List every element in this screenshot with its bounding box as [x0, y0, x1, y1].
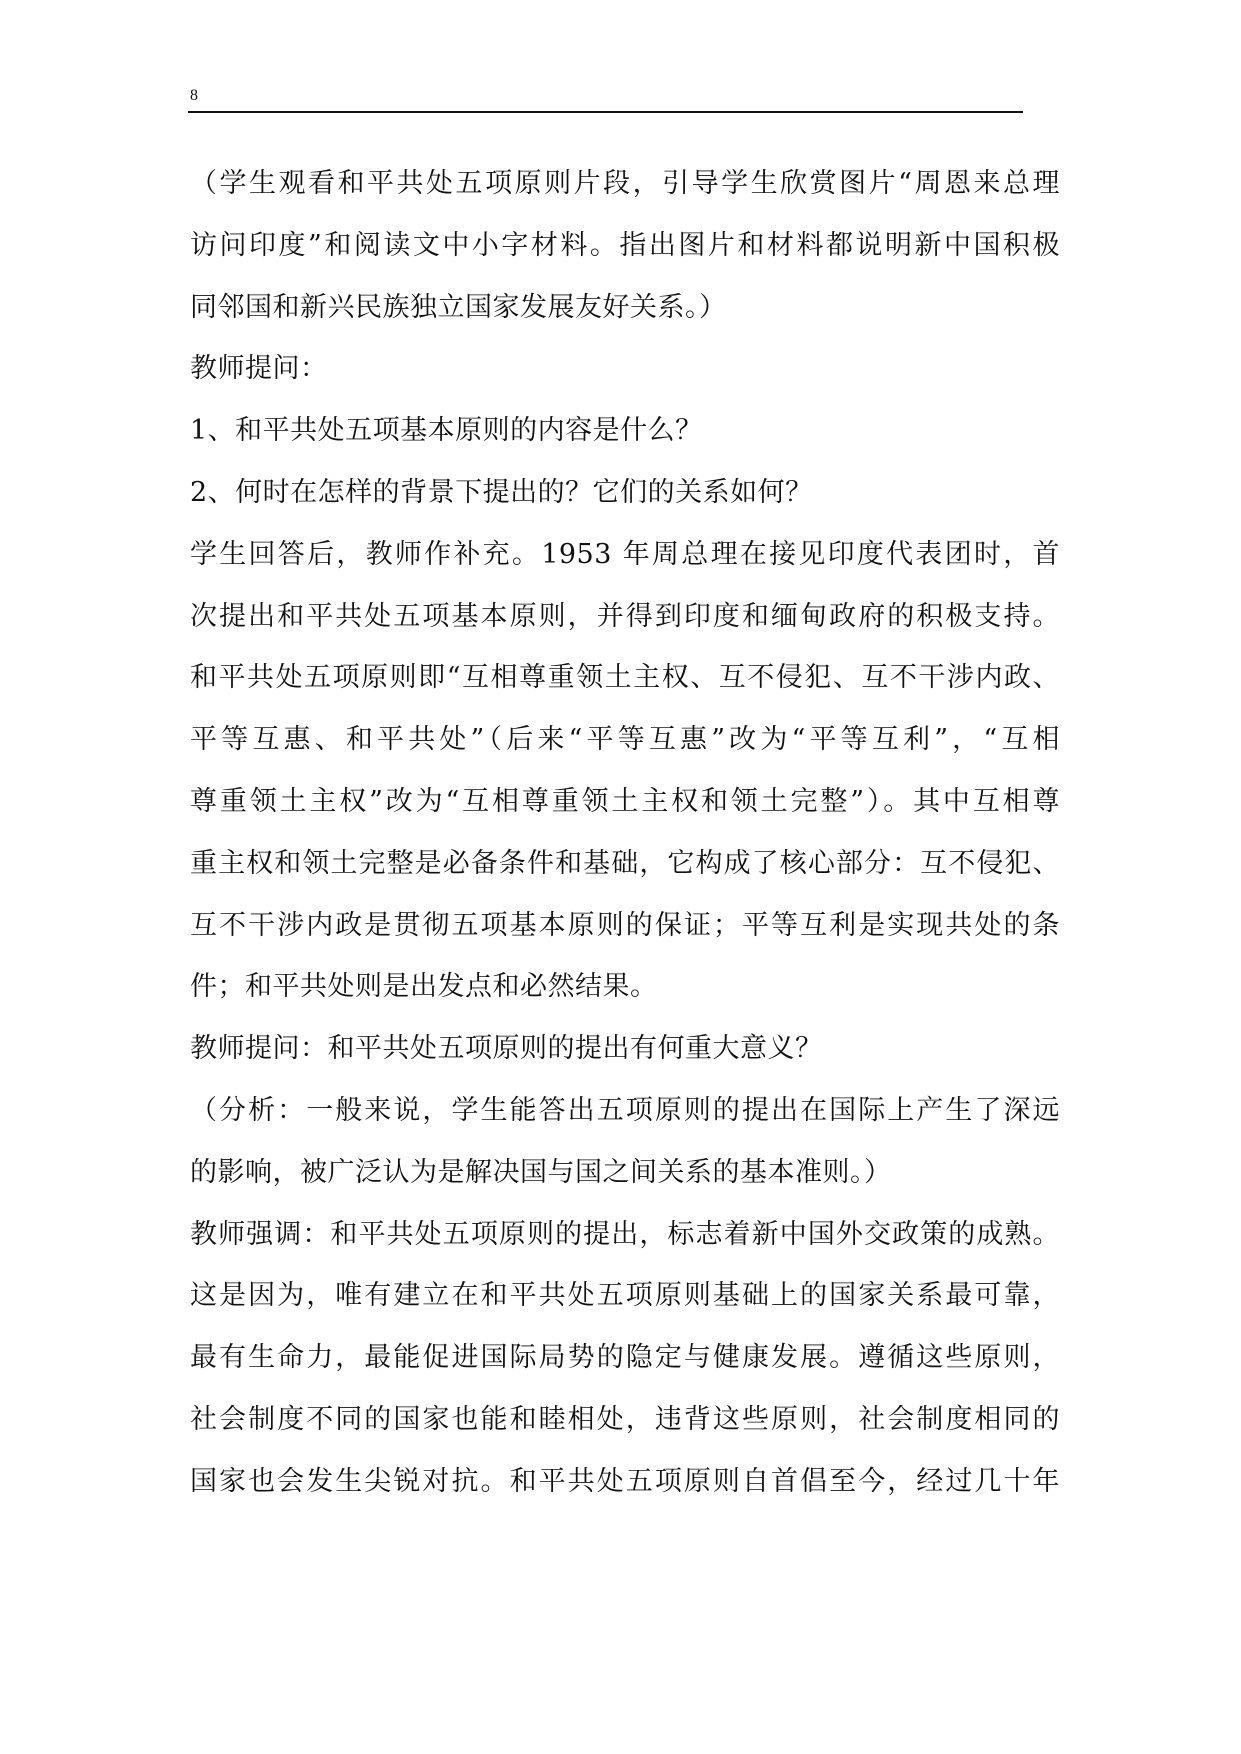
- text-line: 学生回答后，教师作补充。1953 年周总理在接见印度代表团时，首: [190, 538, 1060, 570]
- header-divider: [188, 111, 1023, 113]
- text-line: （分析：一般来说，学生能答出五项原则的提出在国际上产生了深远: [190, 1094, 1060, 1126]
- text-line: 尊重领土主权”改为“互相尊重领土主权和领土完整”）。其中互相尊: [190, 785, 1060, 817]
- text-line: 这是因为，唯有建立在和平共处五项原则基础上的国家关系最可靠，: [190, 1280, 1060, 1312]
- text-line: 和平共处五项原则即“互相尊重领土主权、互不侵犯、互不干涉内政、: [190, 662, 1060, 694]
- text-line: 的影响，被广泛认为是解决国与国之间关系的基本准则。）: [190, 1156, 892, 1188]
- text-line: 次提出和平共处五项基本原则，并得到印度和缅甸政府的积极支持。: [190, 600, 1060, 632]
- text-line: 社会制度不同的国家也能和睦相处，违背这些原则，社会制度相同的: [190, 1403, 1060, 1435]
- text-line: 国家也会发生尖锐对抗。和平共处五项原则自首倡至今，经过几十年: [190, 1465, 1060, 1497]
- text-line: 教师提问：和平共处五项原则的提出有何重大意义？: [190, 1033, 823, 1065]
- text-line: （学生观看和平共处五项原则片段，引导学生欣赏图片“周恩来总理: [190, 168, 1060, 199]
- text-line: 互不干涉内政是贯彻五项基本原则的保证；平等互利是实现共处的条: [190, 909, 1060, 941]
- text-line: 最有生命力，最能促进国际局势的隐定与健康发展。遵循这些原则，: [190, 1342, 1060, 1374]
- text-line: 平等互惠、和平共处”（后来“平等互惠”改为“平等互利”，“互相: [190, 724, 1060, 756]
- text-line: 教师提问：: [190, 353, 328, 385]
- text-line: 访问印度”和阅读文中小字材料。指出图片和材料都说明新中国积极: [190, 229, 1060, 261]
- text-line: 2、何时在怎样的背景下提出的？它们的关系如何？: [190, 476, 813, 508]
- page-number: 8: [190, 87, 198, 104]
- text-line: 件；和平共处则是出发点和必然结果。: [190, 971, 658, 1003]
- text-line: 1、和平共处五项基本原则的内容是什么？: [190, 415, 703, 447]
- text-line: 教师强调：和平共处五项原则的提出，标志着新中国外交政策的成熟。: [190, 1218, 1060, 1250]
- document-body: [190, 158, 1060, 1518]
- text-line: 同邻国和新兴民族独立国家发展友好关系。）: [190, 291, 727, 323]
- text-line: 重主权和领土完整是必备条件和基础，它构成了核心部分：互不侵犯、: [190, 847, 1060, 879]
